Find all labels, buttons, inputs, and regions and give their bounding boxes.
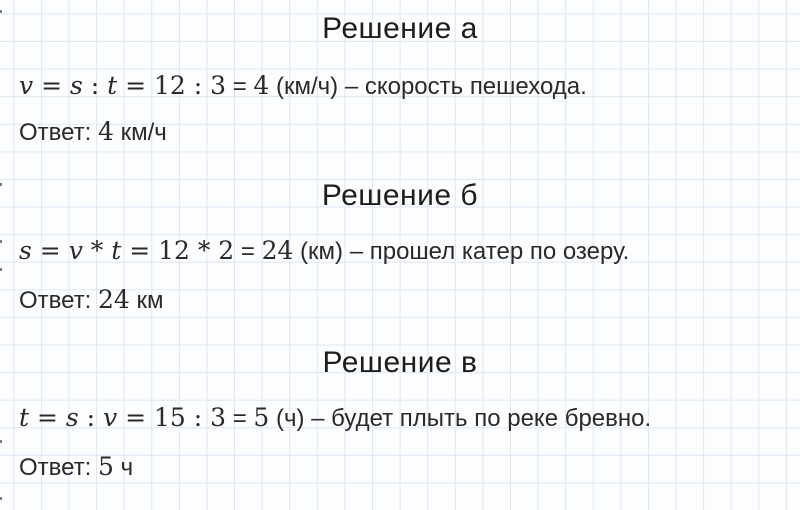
solution-b-formula (19, 235, 629, 268)
math-fragment: s (19, 236, 32, 265)
text-fragment: (ч) – будет плыть по реке бревно. (269, 405, 652, 432)
math-fragment: : (78, 403, 104, 432)
math-fragment: 4 (98, 117, 114, 146)
text-fragment: Ответ: (19, 454, 99, 481)
math-fragment: = (31, 236, 69, 265)
edge-artifact (0, 10, 2, 13)
text-fragment: = (226, 405, 254, 432)
math-fragment: t (19, 403, 30, 432)
edge-artifact (0, 497, 2, 500)
math-fragment: = 12 : 3 (117, 71, 227, 100)
text-fragment: (км) – прошел катер по озеру. (293, 238, 630, 265)
solution-v-title: Решение в (322, 346, 478, 379)
math-fragment: t (111, 236, 122, 265)
text-fragment: км/ч (113, 119, 167, 146)
math-fragment: 4 (253, 71, 270, 100)
text-fragment: Ответ: (19, 287, 99, 314)
edge-artifact (0, 240, 2, 243)
text-fragment: = (234, 238, 262, 265)
solution-b-answer (19, 284, 164, 317)
math-fragment: = 12 * 2 (121, 236, 235, 265)
edge-artifact (0, 440, 2, 443)
math-fragment: 5 (98, 452, 114, 481)
math-fragment: 24 (98, 285, 130, 314)
math-fragment: v (103, 403, 118, 432)
math-fragment: v (19, 71, 34, 100)
math-fragment: : (82, 71, 108, 100)
solution-b-title: Решение б (321, 179, 479, 212)
text-fragment: = (226, 73, 254, 100)
solution-v-answer (19, 451, 133, 484)
text-fragment: ч (113, 454, 134, 481)
math-fragment: s (69, 71, 83, 100)
edge-artifact (0, 183, 2, 186)
math-fragment: = 15 : 3 (117, 403, 227, 432)
solution-a-formula (19, 70, 587, 103)
math-fragment: = (29, 403, 66, 432)
math-fragment: 5 (253, 403, 270, 432)
text-fragment: км (129, 287, 164, 314)
math-fragment: s (65, 403, 79, 432)
solution-v-formula (19, 402, 651, 435)
math-fragment: = (33, 71, 70, 100)
math-fragment: v (68, 236, 83, 265)
solution-a-title: Решение а (322, 12, 478, 45)
math-fragment: t (107, 71, 118, 100)
text-fragment: (км/ч) – скорость пешехода. (269, 73, 587, 100)
solution-a-answer (19, 116, 167, 149)
text-fragment: Ответ: (19, 119, 99, 146)
edge-artifact (0, 268, 2, 271)
math-fragment: * (82, 236, 112, 265)
math-fragment: 24 (261, 236, 294, 265)
